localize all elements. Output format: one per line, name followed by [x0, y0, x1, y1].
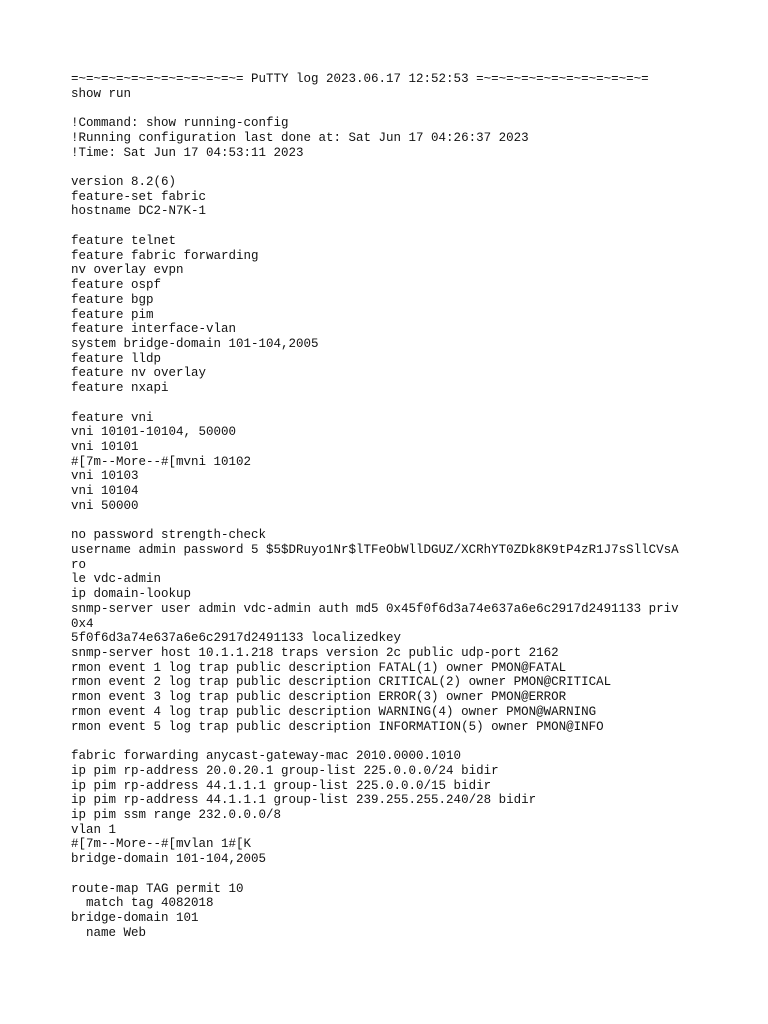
- log-line: feature pim: [71, 307, 154, 322]
- blank-line: [71, 101, 761, 116]
- log-line: bridge-domain 101-104,2005: [71, 852, 267, 867]
- log-line: le vdc-admin: [71, 572, 162, 587]
- blank-line: [71, 396, 761, 411]
- log-line: rmon event 5 log trap public description INFORMATION(5) owner PMON@INFO: [71, 719, 604, 734]
- log-line: ro: [71, 557, 87, 572]
- log-line: nv overlay evpn: [71, 263, 184, 278]
- log-line: feature vni: [71, 410, 154, 425]
- log-line: show run: [71, 86, 132, 101]
- log-line: 0x4: [71, 616, 94, 631]
- log-line: feature nv overlay: [71, 366, 207, 381]
- log-line: vlan 1: [71, 822, 117, 837]
- log-line: name Web: [71, 925, 147, 940]
- log-line: #[7m--More--#[mvni 10102: [71, 454, 252, 469]
- log-line: feature bgp: [71, 292, 154, 307]
- log-line: ip pim rp-address 44.1.1.1 group-list 239.255.255.240/28 bidir: [71, 793, 537, 808]
- log-line: ip pim rp-address 20.0.20.1 group-list 225.0.0.0/24 bidir: [71, 763, 499, 778]
- blank-line: [71, 160, 761, 175]
- log-line: feature telnet: [71, 233, 177, 248]
- log-line: vni 50000: [71, 498, 139, 513]
- log-line: match tag 4082018: [71, 896, 214, 911]
- blank-line: [71, 219, 761, 234]
- log-line: rmon event 1 log trap public description FATAL(1) owner PMON@FATAL: [71, 660, 567, 675]
- log-line: =~=~=~=~=~=~=~=~=~=~=~= PuTTY log 2023.06.17 12:52:53 =~=~=~=~=~=~=~=~=~=~=~=: [71, 72, 649, 86]
- log-line: feature lldp: [71, 351, 162, 366]
- log-line: rmon event 4 log trap public description WARNING(4) owner PMON@WARNING: [71, 704, 597, 719]
- log-line: rmon event 2 log trap public description CRITICAL(2) owner PMON@CRITICAL: [71, 675, 612, 690]
- log-line: feature ospf: [71, 278, 162, 293]
- log-line: hostname DC2-N7K-1: [71, 204, 207, 219]
- log-line: feature interface-vlan: [71, 322, 237, 337]
- blank-line: [71, 514, 761, 529]
- log-line: route-map TAG permit 10: [71, 881, 244, 896]
- log-line: vni 10104: [71, 484, 139, 499]
- blank-line: [71, 734, 761, 749]
- log-line: vni 10103: [71, 469, 139, 484]
- log-line: vni 10101: [71, 439, 139, 454]
- log-line: !Running configuration last done at: Sat Jun 17 04:26:37 2023: [71, 130, 529, 145]
- log-line: username admin password 5 $5$DRuyo1Nr$lTFeObWllDGUZ/XCRhYT0ZDk8K9tP4zR1J7sSllCVsA: [71, 543, 679, 557]
- blank-line: [71, 867, 761, 882]
- log-line: system bridge-domain 101-104,2005: [71, 336, 319, 351]
- log-line: snmp-server user admin vdc-admin auth md5 0x45f0f6d3a74e637a6e6c2917d2491133 priv: [71, 601, 679, 616]
- log-line: version 8.2(6): [71, 175, 177, 190]
- log-line: !Command: show running-config: [71, 116, 289, 131]
- log-line: ip pim ssm range 232.0.0.0/8: [71, 807, 282, 822]
- putty-log-text: [71, 72, 761, 940]
- log-line: ip pim rp-address 44.1.1.1 group-list 225.0.0.0/15 bidir: [71, 778, 492, 793]
- log-line: rmon event 3 log trap public description ERROR(3) owner PMON@ERROR: [71, 690, 567, 705]
- log-line: bridge-domain 101: [71, 910, 199, 925]
- log-line: vni 10101-10104, 50000: [71, 425, 237, 440]
- log-line: !Time: Sat Jun 17 04:53:11 2023: [71, 145, 304, 160]
- log-line: fabric forwarding anycast-gateway-mac 2010.0000.1010: [71, 749, 462, 764]
- log-line: no password strength-check: [71, 528, 267, 543]
- log-line: snmp-server host 10.1.1.218 traps version 2c public udp-port 2162: [71, 646, 559, 661]
- log-line: feature-set fabric: [71, 189, 207, 204]
- log-line: ip domain-lookup: [71, 587, 192, 602]
- log-line: feature fabric forwarding: [71, 248, 259, 263]
- log-line: #[7m--More--#[mvlan 1#[K: [71, 837, 252, 852]
- log-line: 5f0f6d3a74e637a6e6c2917d2491133 localizedkey: [71, 631, 402, 646]
- log-line: feature nxapi: [71, 381, 169, 396]
